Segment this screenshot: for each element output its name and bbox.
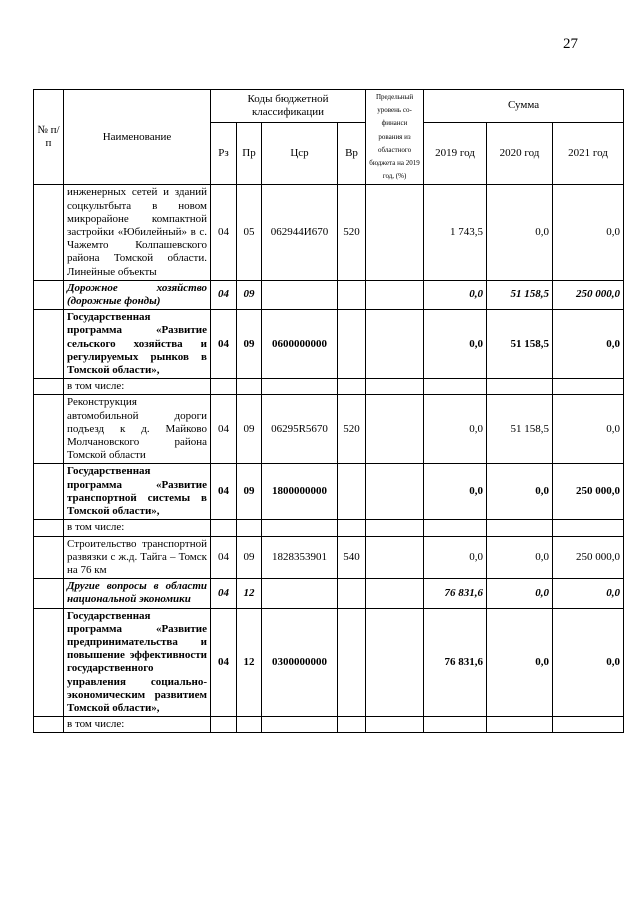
cell-csr	[262, 717, 338, 733]
cell-csr: 1800000000	[262, 464, 338, 520]
cell-name: Строительство транспортной развязки с ж.д. Тайга – Томск на 76 км	[64, 536, 211, 579]
cell-vr	[338, 464, 366, 520]
cell-pr: 09	[237, 310, 262, 379]
cell-y2021: 0,0	[553, 579, 624, 608]
table-row	[34, 579, 624, 608]
cell-num	[34, 536, 64, 579]
header-name: Наименование	[64, 90, 211, 185]
cell-rz: 04	[211, 608, 237, 717]
cell-name: Государственная программа «Развитие предпринимательства и повышение эффективности государственного управления социально-экономическим развитием Томской области»,	[64, 608, 211, 717]
cell-limit	[366, 379, 424, 395]
header-csr: Цср	[262, 122, 338, 185]
cell-y2019	[424, 717, 487, 733]
cell-name: Реконструкция автомобильной дороги подъезд к д. Майково Молчановского района Томской области	[64, 395, 211, 464]
cell-num	[34, 310, 64, 379]
page-number: 27	[563, 36, 578, 52]
cell-rz: 04	[211, 310, 237, 379]
cell-csr: 06295R5670	[262, 395, 338, 464]
cell-num	[34, 395, 64, 464]
cell-pr: 12	[237, 579, 262, 608]
cell-pr: 12	[237, 608, 262, 717]
header-codes: Коды бюджетной классификации	[211, 90, 366, 123]
cell-y2020: 0,0	[487, 185, 553, 280]
cell-limit	[366, 464, 424, 520]
cell-y2021: 250 000,0	[553, 464, 624, 520]
header-limit: Предельный уровень со-финанси рования из областного бюджета на 2019 год, (%)	[366, 90, 424, 185]
cell-csr	[262, 379, 338, 395]
cell-y2021: 0,0	[553, 395, 624, 464]
cell-name: в том числе:	[64, 520, 211, 536]
cell-limit	[366, 579, 424, 608]
cell-y2020: 51 158,5	[487, 395, 553, 464]
cell-csr: 062944И670	[262, 185, 338, 280]
header-2021: 2021 год	[553, 122, 624, 185]
cell-num	[34, 717, 64, 733]
cell-y2021: 0,0	[553, 185, 624, 280]
cell-vr	[338, 608, 366, 717]
cell-pr: 09	[237, 464, 262, 520]
cell-csr: 0300000000	[262, 608, 338, 717]
cell-y2020	[487, 717, 553, 733]
cell-pr	[237, 520, 262, 536]
header-pr: Пр	[237, 122, 262, 185]
table-row	[34, 608, 624, 717]
cell-y2019	[424, 520, 487, 536]
cell-vr	[338, 579, 366, 608]
cell-y2019: 0,0	[424, 310, 487, 379]
cell-y2019: 0,0	[424, 464, 487, 520]
cell-csr	[262, 520, 338, 536]
cell-y2021: 0,0	[553, 310, 624, 379]
header-2019: 2019 год	[424, 122, 487, 185]
table-row	[34, 185, 624, 280]
cell-limit	[366, 536, 424, 579]
cell-vr	[338, 280, 366, 309]
cell-rz	[211, 520, 237, 536]
cell-name: Государственная программа «Развитие транспортной системы в Томской области»,	[64, 464, 211, 520]
cell-y2020: 51 158,5	[487, 310, 553, 379]
cell-vr	[338, 717, 366, 733]
cell-y2019: 1 743,5	[424, 185, 487, 280]
cell-y2020	[487, 520, 553, 536]
table-row	[34, 395, 624, 464]
cell-y2021: 250 000,0	[553, 536, 624, 579]
cell-csr: 1828353901	[262, 536, 338, 579]
cell-limit	[366, 280, 424, 309]
cell-rz: 04	[211, 280, 237, 309]
cell-name: инженерных сетей и зданий соцкультбыта в новом микрорайоне компактной застройки «Юбилейный» в с. Чажемто Колпашевского района Томской области. Линейные объекты	[64, 185, 211, 280]
cell-vr: 540	[338, 536, 366, 579]
cell-csr	[262, 579, 338, 608]
cell-y2021: 250 000,0	[553, 280, 624, 309]
cell-y2019: 0,0	[424, 280, 487, 309]
cell-y2021	[553, 379, 624, 395]
cell-num	[34, 520, 64, 536]
header-rz: Рз	[211, 122, 237, 185]
cell-y2020: 0,0	[487, 579, 553, 608]
cell-num	[34, 608, 64, 717]
cell-y2021	[553, 520, 624, 536]
cell-limit	[366, 395, 424, 464]
table-row	[34, 520, 624, 536]
header-vr: Вр	[338, 122, 366, 185]
cell-y2019: 0,0	[424, 395, 487, 464]
cell-name: Дорожное хозяйство (дорожные фонды)	[64, 280, 211, 309]
cell-y2019: 76 831,6	[424, 608, 487, 717]
cell-y2019	[424, 379, 487, 395]
cell-name: в том числе:	[64, 717, 211, 733]
cell-vr	[338, 520, 366, 536]
table-row	[34, 536, 624, 579]
cell-y2021: 0,0	[553, 608, 624, 717]
cell-rz	[211, 717, 237, 733]
table-row	[34, 280, 624, 309]
header-sum: Сумма	[424, 90, 624, 123]
cell-num	[34, 185, 64, 280]
cell-name: в том числе:	[64, 379, 211, 395]
table-row	[34, 379, 624, 395]
table-body	[34, 185, 624, 733]
cell-y2020: 0,0	[487, 608, 553, 717]
cell-vr	[338, 310, 366, 379]
cell-y2020: 0,0	[487, 464, 553, 520]
cell-pr	[237, 379, 262, 395]
table-row	[34, 310, 624, 379]
cell-limit	[366, 520, 424, 536]
cell-csr: 0600000000	[262, 310, 338, 379]
cell-vr: 520	[338, 185, 366, 280]
cell-y2021	[553, 717, 624, 733]
cell-pr: 09	[237, 536, 262, 579]
cell-pr: 09	[237, 280, 262, 309]
cell-vr	[338, 379, 366, 395]
table-row	[34, 464, 624, 520]
cell-y2019: 0,0	[424, 536, 487, 579]
cell-limit	[366, 310, 424, 379]
cell-y2020: 51 158,5	[487, 280, 553, 309]
header-2020: 2020 год	[487, 122, 553, 185]
cell-num	[34, 464, 64, 520]
cell-csr	[262, 280, 338, 309]
cell-pr: 09	[237, 395, 262, 464]
cell-vr: 520	[338, 395, 366, 464]
cell-name: Другие вопросы в области национальной экономики	[64, 579, 211, 608]
table-row	[34, 717, 624, 733]
cell-rz: 04	[211, 185, 237, 280]
cell-pr: 05	[237, 185, 262, 280]
cell-y2020: 0,0	[487, 536, 553, 579]
cell-y2020	[487, 379, 553, 395]
cell-rz	[211, 379, 237, 395]
budget-table	[33, 89, 624, 733]
cell-rz: 04	[211, 579, 237, 608]
cell-limit	[366, 608, 424, 717]
cell-limit	[366, 717, 424, 733]
cell-rz: 04	[211, 464, 237, 520]
cell-num	[34, 579, 64, 608]
cell-y2019: 76 831,6	[424, 579, 487, 608]
cell-rz: 04	[211, 395, 237, 464]
header-num: № п/п	[34, 90, 64, 185]
cell-pr	[237, 717, 262, 733]
cell-num	[34, 280, 64, 309]
cell-num	[34, 379, 64, 395]
cell-name: Государственная программа «Развитие сельского хозяйства и регулируемых рынков в Томской области»,	[64, 310, 211, 379]
cell-limit	[366, 185, 424, 280]
cell-rz: 04	[211, 536, 237, 579]
